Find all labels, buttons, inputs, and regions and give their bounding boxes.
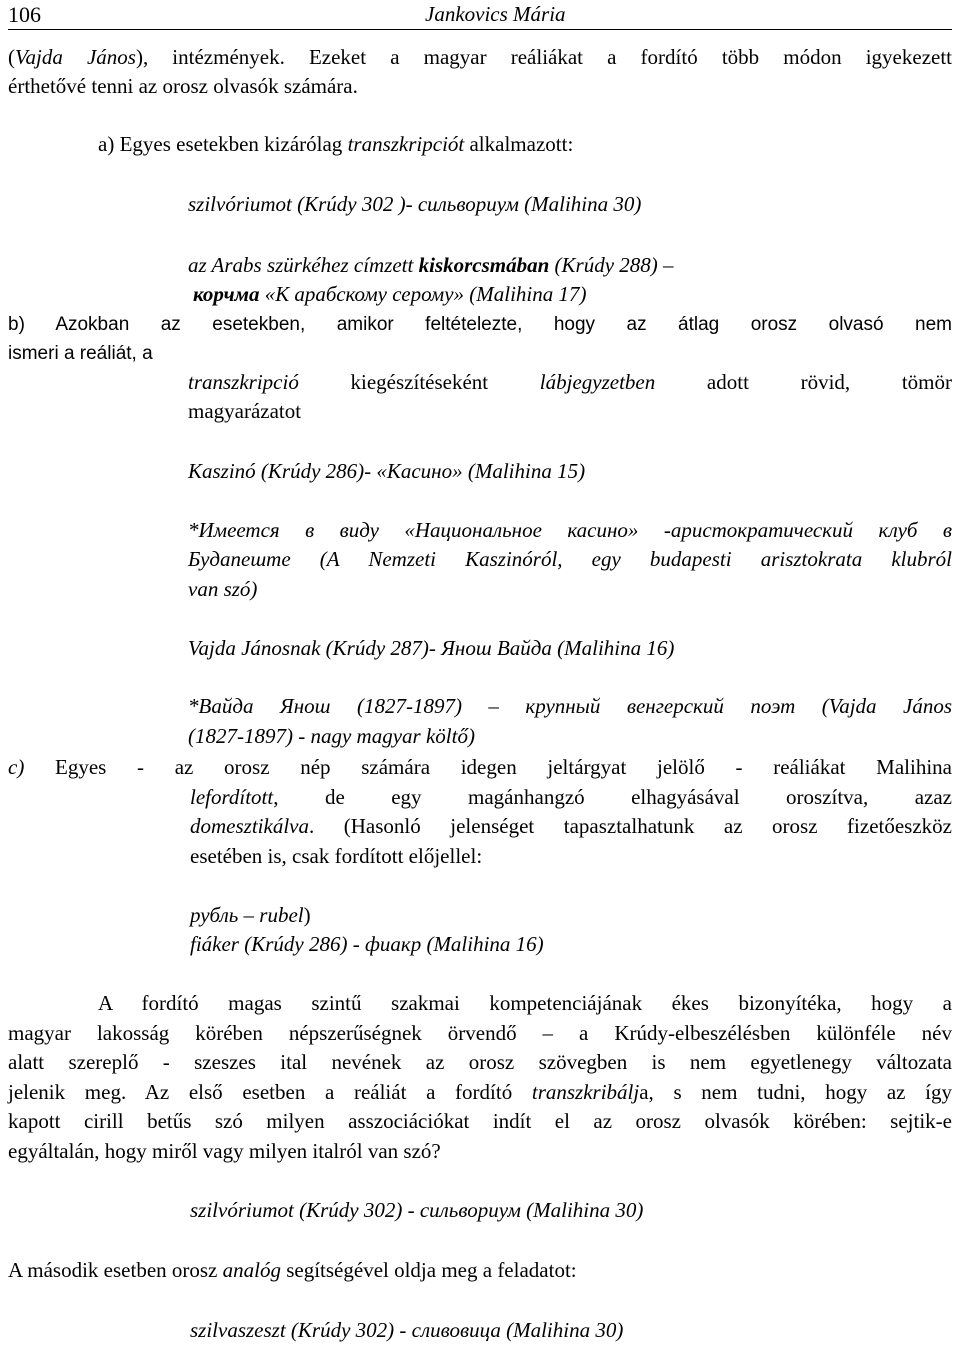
intro-line-1: (Vajda János), intézmények. Ezeket a magyar reáliákat a fordító több módon igyekezett bbox=[8, 45, 953, 69]
section-a-example-3: корчма «К арабскому серому» (Malihina 17) bbox=[193, 282, 587, 306]
section-b-example-1: Kaszinó (Krúdy 286)- «Касино» (Malihina 15) bbox=[188, 459, 586, 483]
paragraph-line-6: egyáltalán, hogy miről vagy milyen italról van szó? bbox=[8, 1139, 441, 1163]
section-b-footnote-2-line-2: (1827-1897) - nagy magyar költő) bbox=[188, 724, 475, 748]
paragraph-line-3: alatt szereplő - szeszes ital nevének az orosz szövegben is nem egyetlenegy változata bbox=[8, 1050, 952, 1074]
section-a-example-1: szilvóriumot (Krúdy 302 )- сильвориум (Malihina 30) bbox=[188, 192, 642, 216]
section-b-footnote-2-line-1: *Вайда Янош (1827-1897) – крупный венгерский поэт (Vajda János bbox=[188, 694, 952, 718]
header-rule bbox=[8, 29, 952, 30]
paragraph-line-2: magyar lakosság körében népszerűségnek örvendő – a Krúdy-elbeszélésben különféle név bbox=[8, 1021, 952, 1045]
section-c-line-1: c) Egyes - az orosz nép számára idegen jeltárgyat jelölő - reáliákat Malihina bbox=[8, 755, 952, 779]
section-c-example-2: fiáker (Krúdy 286) - фиакр (Malihina 16) bbox=[190, 932, 544, 956]
page-number: 106 bbox=[8, 2, 41, 27]
section-b-footnote-1-line-3: van szó) bbox=[188, 577, 258, 601]
paragraph-line-5: kapott cirill betűs szó milyen asszociációkat indít el az orosz olvasók körében: sejtik-e bbox=[8, 1109, 952, 1133]
paragraph-line-1: A fordító magas szintű szakmai kompetenciájának ékes bizonyítéka, hogy a bbox=[98, 991, 952, 1015]
section-b-footnote-1-line-1: *Имеется в виду «Национальное касино» -аристократический клуб в bbox=[188, 518, 952, 542]
section-c-line-3: domesztikálva. (Hasonló jelenséget tapasztalhatunk az orosz fizetőeszköz bbox=[190, 814, 952, 838]
section-b-heading-line-2: ismeri a reáliát, a bbox=[8, 343, 153, 364]
running-header-author: Jankovics Mária bbox=[425, 2, 566, 26]
section-c-line-4: esetében is, csak fordított előjellel: bbox=[190, 844, 483, 868]
section-a-heading: a) Egyes esetekben kizárólag transzkripciót alkalmazott: bbox=[98, 132, 574, 156]
section-b-example-2: Vajda Jánosnak (Krúdy 287)- Янош Вайда (Malihina 16) bbox=[188, 636, 675, 660]
section-a-example-2: az Arabs szürkéhez címzett kiskorcsmában (Krúdy 288) – bbox=[188, 253, 674, 277]
intro-line-2: érthetővé tenni az orosz olvasók számára. bbox=[8, 74, 358, 98]
section-b-footnote-1-line-2: Будапеште (A Nemzeti Kaszinóról, egy budapesti arisztokrata klubról bbox=[188, 547, 952, 571]
section-b-line-3: transzkripció kiegészítéseként lábjegyzetben adott rövid, tömör bbox=[188, 370, 953, 394]
closing-example-1: szilvaszeszt (Krúdy 302) - сливовица (Malihina 30) bbox=[190, 1318, 624, 1342]
section-c-line-2: lefordított, de egy magánhangzó elhagyásával oroszítva, azaz bbox=[190, 785, 952, 809]
section-b-line-4: magyarázatot bbox=[188, 399, 302, 423]
paragraph-example-1: szilvóriumot (Krúdy 302) - сильвориум (Malihina 30) bbox=[190, 1198, 644, 1222]
paragraph-line-4: jelenik meg. Az első esetben a reáliát a fordító transzkribálja, s nem tudni, hogy az így bbox=[8, 1080, 952, 1104]
closing-line-1: A második esetben orosz analóg segítségével oldja meg a feladatot: bbox=[8, 1258, 577, 1282]
section-c-example-1: рубль – rubel) bbox=[190, 903, 311, 927]
section-b-heading-line-1: b) Azokban az esetekben, amikor feltételezte, hogy az átlag orosz olvasó nem bbox=[8, 314, 952, 335]
